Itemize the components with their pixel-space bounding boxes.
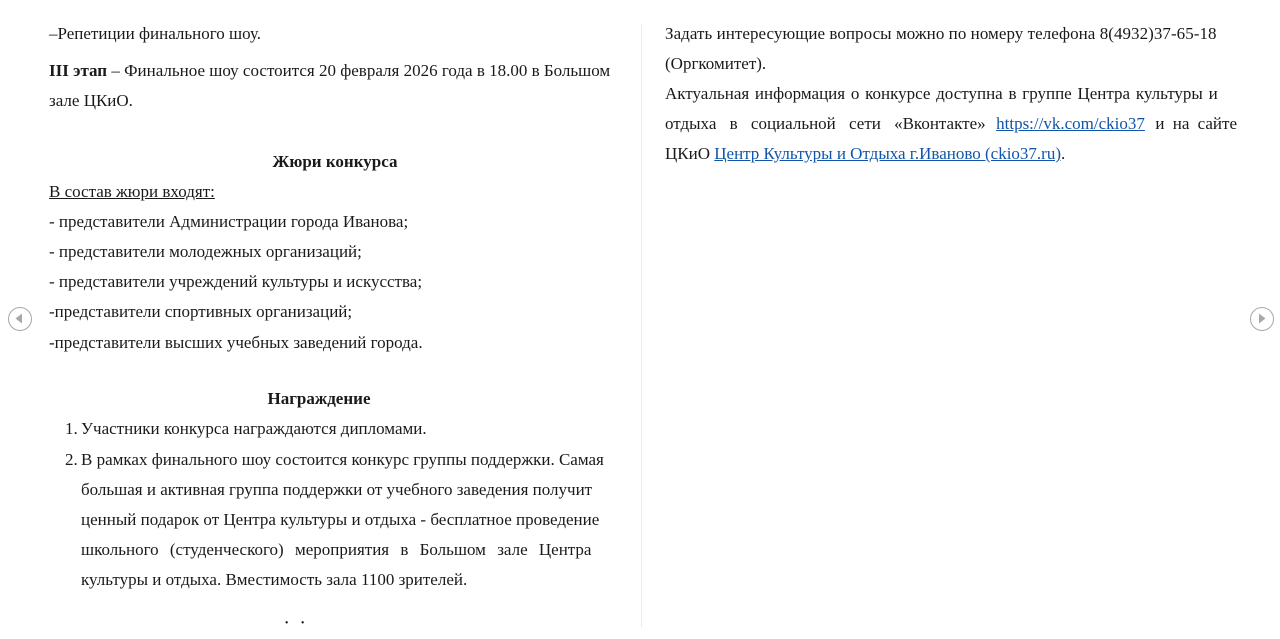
rehearsal-line: –Репетиции финального шоу.: [49, 24, 262, 43]
info-line-3-end: .: [1061, 144, 1066, 163]
jury-intro-line: [49, 181, 621, 203]
info-line-1: Актуальная информация о конкурсе доступна в группе Центра культуры и: [665, 84, 1218, 103]
cut-off-glyph: ˙: [300, 620, 306, 636]
site-link[interactable]: Центр Культуры и Отдыха г.Иваново (ckio37.ru): [714, 144, 1061, 163]
jury-member: - представители учреждений культуры и искусства;: [49, 272, 423, 291]
info-line-2-end: и на сайте: [1155, 114, 1237, 133]
arrow-left-icon: [9, 308, 30, 329]
awards-heading-text: Награждение: [267, 389, 371, 408]
award-text-line: школьного (студенческого) мероприятия в Большом зале Центра: [81, 540, 592, 559]
right-page: [665, 0, 1237, 639]
contact-line-2: (Оргкомитет).: [665, 54, 767, 73]
page-gutter: [641, 24, 642, 627]
award-number: 1.: [65, 419, 78, 438]
jury-member: - представители Администрации города Иванова;: [49, 212, 409, 231]
info-line-3: [665, 143, 1237, 165]
stage3-label: III этап: [49, 61, 108, 80]
awards-heading: [49, 388, 621, 410]
next-page-button[interactable]: [1250, 307, 1274, 331]
info-line-2: [665, 113, 1237, 135]
left-page: [49, 0, 621, 639]
contact-line-1: Задать интересующие вопросы можно по номеру телефона 8(4932)37-65-18: [665, 24, 1217, 43]
jury-member: -представители высших учебных заведений города.: [49, 333, 423, 352]
award-text-line: В рамках финального шоу состоится конкурс группы поддержки. Самая: [81, 450, 604, 469]
vk-link[interactable]: https://vk.com/ckio37: [996, 114, 1145, 133]
cut-off-heading: [236, 620, 336, 639]
stage3-text-1: – Финальное шоу состоится 20 февраля 2026 года в 18.00 в Большом: [107, 61, 611, 80]
award-text: [81, 449, 618, 471]
stage3-line-1: [49, 60, 621, 82]
stage3-line-2: зале ЦКиО.: [49, 91, 133, 110]
jury-intro: В состав жюри входят:: [49, 182, 215, 201]
jury-member: - представители молодежных организаций;: [49, 242, 362, 261]
award-text: Участники конкурса награждаются дипломами.: [81, 419, 427, 438]
arrow-right-icon: [1251, 308, 1272, 329]
award-number: 2.: [65, 450, 78, 469]
info-line-2-start: отдыха в социальной сети «Вконтакте»: [665, 114, 986, 133]
jury-member: -представители спортивных организаций;: [49, 302, 353, 321]
prev-page-button[interactable]: [8, 307, 32, 331]
jury-heading: Жюри конкурса: [272, 152, 398, 171]
award-text-line: ценный подарок от Центра культуры и отдыха - бесплатное проведение: [81, 510, 600, 529]
cut-off-glyph: ˙: [284, 620, 290, 636]
info-line-3-start: ЦКиО: [665, 144, 710, 163]
award-text-line: культуры и отдыха. Вместимость зала 1100 зрителей.: [81, 570, 468, 589]
award-text-line: большая и активная группа поддержки от учебного заведения получит: [81, 480, 593, 499]
